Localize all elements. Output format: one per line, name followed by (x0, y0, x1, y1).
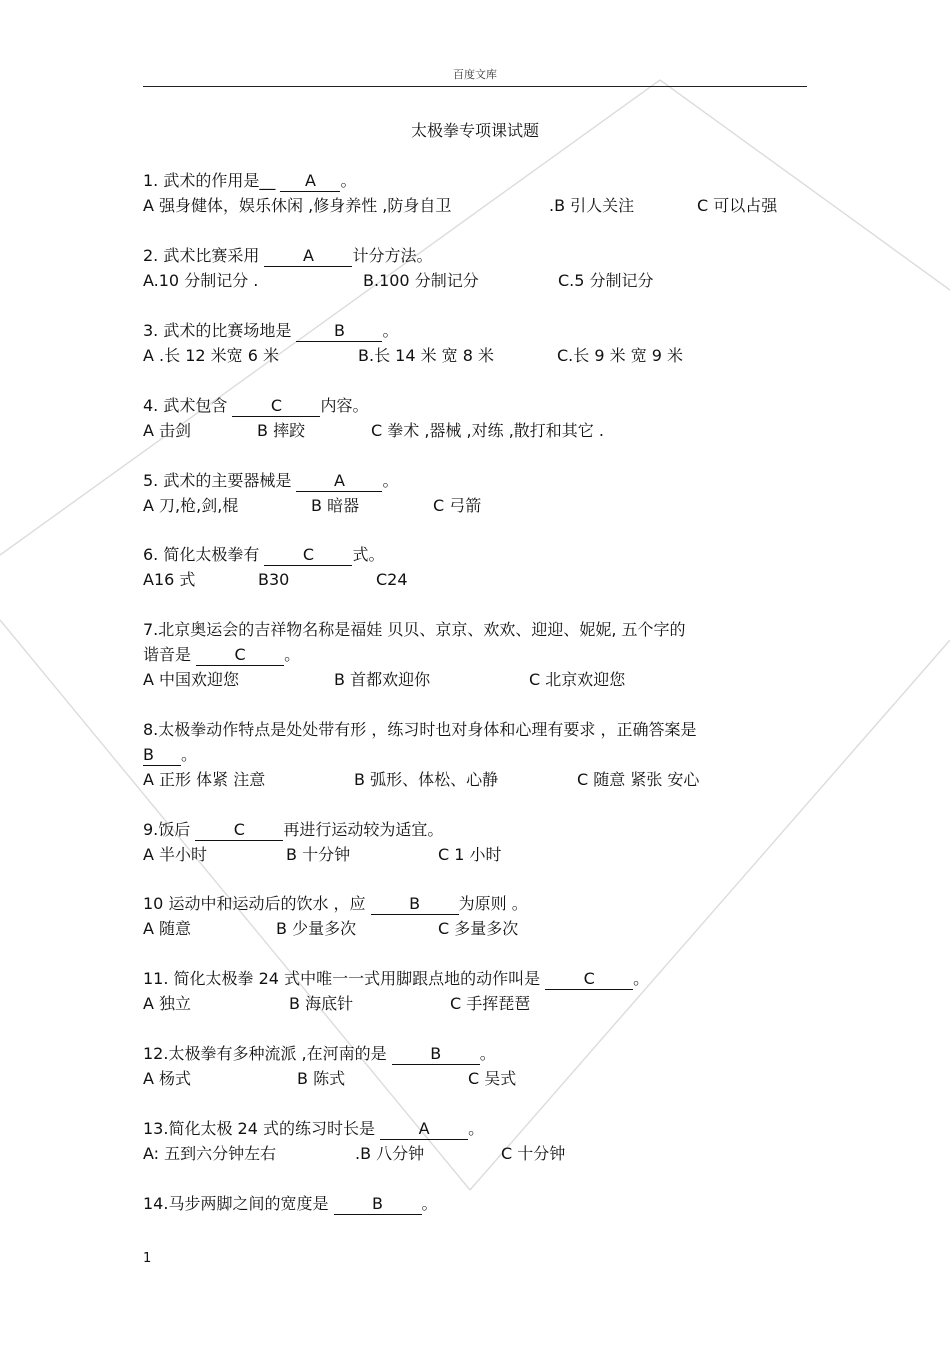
question-7 (143, 617, 813, 692)
option-b: B.100 分制记分 (363, 271, 479, 290)
option-b: B 陈式 (297, 1069, 346, 1088)
question-suffix: 再进行运动较为适宜。 (283, 820, 444, 839)
option-c: C 弓箭 (433, 496, 482, 515)
option-a: A 正形 体紧 注意 (143, 770, 266, 789)
option-a: A 杨式 (143, 1069, 192, 1088)
option-c: C 拳术 ,器械 ,对练 ,散打和其它 . (371, 421, 604, 440)
option-b: B 海底针 (289, 994, 354, 1013)
option-c: C 1 小时 (438, 845, 502, 864)
question-2 (143, 243, 813, 293)
option-c: C 吴式 (468, 1069, 517, 1088)
question-suffix: 。 (284, 645, 301, 664)
option-b: B 少量多次 (276, 919, 357, 938)
answer-blank: C (195, 819, 283, 841)
option-a: A.10 分制记分 . (143, 271, 259, 290)
option-c: C 随意 紧张 安心 (577, 770, 700, 789)
question-1 (143, 168, 813, 218)
answer-blank: A (380, 1118, 468, 1140)
answer-blank: B (371, 893, 459, 915)
answer-blank: C (232, 395, 320, 417)
question-suffix: 。 (382, 321, 399, 340)
answer-blank: C (196, 644, 284, 666)
options-row (143, 767, 813, 792)
options-row (143, 667, 813, 692)
answer-blank: C (545, 968, 633, 990)
header-divider (143, 86, 807, 87)
options-row (143, 567, 813, 592)
option-c: C.长 9 米 宽 9 米 (557, 346, 684, 365)
option-a: A 半小时 (143, 845, 208, 864)
option-b: B 暗器 (311, 496, 360, 515)
option-a: A: 五到六分钟左右 (143, 1144, 277, 1163)
question-text: 9.饭后 (143, 820, 196, 839)
question-suffix: 。 (340, 171, 357, 190)
options-row (143, 1141, 813, 1166)
options-row (143, 493, 813, 518)
option-a: A16 式 (143, 570, 196, 589)
question-text: 10 运动中和运动后的饮水 ，应 (143, 894, 371, 913)
question-suffix: 。 (633, 969, 650, 988)
option-c: C 多量多次 (438, 919, 519, 938)
option-a: A 独立 (143, 994, 192, 1013)
question-suffix: 。 (421, 1194, 438, 1213)
question-suffix: 为原则 。 (458, 894, 528, 913)
options-row (143, 193, 813, 218)
question-text: 3. 武术的比赛场地是 (143, 321, 297, 340)
document-title: 太极拳专项课试题 (410, 121, 539, 140)
question-suffix: 计分方法。 (352, 246, 433, 265)
option-a: A 强身健体，娱乐休闲 ,修身养性 ,防身自卫 (143, 196, 452, 215)
option-a: A 击剑 (143, 421, 192, 440)
options-row (143, 1066, 813, 1091)
option-b: B 弧形、体松、心静 (354, 770, 499, 789)
options-row (143, 991, 813, 1016)
question-8 (143, 717, 813, 792)
option-c: C 十分钟 (501, 1144, 566, 1163)
page-number: 1 (143, 1251, 152, 1266)
answer-blank: B (143, 744, 181, 766)
option-a: A 刀,枪,剑,棍 (143, 496, 239, 515)
question-text: 11. 简化太极拳 24 式中唯一一式用脚跟点地的动作叫是 (143, 969, 546, 988)
question-12 (143, 1041, 813, 1091)
option-b: B 首都欢迎你 (334, 670, 431, 689)
option-b: B 十分钟 (286, 845, 351, 864)
question-3 (143, 318, 813, 368)
question-suffix: 。 (468, 1119, 485, 1138)
option-c: C 手挥琵琶 (450, 994, 531, 1013)
options-row (143, 343, 813, 368)
question-suffix: 式。 (352, 545, 385, 564)
answer-blank: C (264, 544, 352, 566)
answer-blank: B (334, 1193, 422, 1215)
question-suffix: 。 (479, 1044, 496, 1063)
question-text: 4. 武术包含 (143, 396, 233, 415)
question-suffix: 内容。 (320, 396, 369, 415)
options-row (143, 268, 813, 293)
answer-blank: A (264, 245, 352, 267)
option-b: B 摔跤 (257, 421, 306, 440)
options-row (143, 842, 813, 867)
question-text-cont: 谐音是 (143, 645, 197, 664)
answer-blank: B (296, 320, 382, 342)
question-11 (143, 966, 813, 1016)
options-row (143, 916, 813, 941)
option-a: A .长 12 米宽 6 米 (143, 346, 280, 365)
option-a: A 中国欢迎您 (143, 670, 240, 689)
question-text: 14.马步两脚之间的宽度是 (143, 1194, 334, 1213)
question-5 (143, 468, 813, 518)
question-suffix: 。 (181, 745, 198, 764)
answer-blank: B (392, 1043, 480, 1065)
question-14 (143, 1191, 813, 1216)
option-b: .B 八分钟 (355, 1144, 425, 1163)
option-c: C 可以占强 (697, 196, 778, 215)
question-text: 13.简化太极 24 式的练习时长是 (143, 1119, 381, 1138)
question-text: 7.北京奥运会的吉祥物名称是福娃 贝贝、京京、欢欢、迎迎、妮妮, 五个字的 (143, 620, 686, 639)
option-c: C24 (376, 570, 408, 589)
question-13 (143, 1116, 813, 1166)
question-10 (143, 891, 813, 941)
question-text: 2. 武术比赛采用 (143, 246, 265, 265)
option-c: C.5 分制记分 (558, 271, 654, 290)
question-text: 1. 武术的作用是__ (143, 171, 281, 190)
question-suffix: 。 (382, 471, 399, 490)
question-text: 8.太极拳动作特点是处处带有形 ，练习时也对身体和心理有要求 ，正确答案是 (143, 720, 697, 739)
question-text: 5. 武术的主要器械是 (143, 471, 297, 490)
question-text: 12.太极拳有多种流派 ,在河南的是 (143, 1044, 392, 1063)
answer-blank: A (296, 470, 382, 492)
question-4 (143, 393, 813, 443)
question-6 (143, 542, 813, 592)
option-b: B30 (258, 570, 290, 589)
question-text: 6. 简化太极拳有 (143, 545, 265, 564)
option-c: C 北京欢迎您 (529, 670, 626, 689)
option-a: A 随意 (143, 919, 192, 938)
answer-blank: A (280, 170, 340, 192)
option-b: .B 引人关注 (549, 196, 635, 215)
page-header: 百度文库 (453, 68, 497, 81)
options-row (143, 418, 813, 443)
question-9 (143, 817, 813, 867)
option-b: B.长 14 米 宽 8 米 (358, 346, 495, 365)
